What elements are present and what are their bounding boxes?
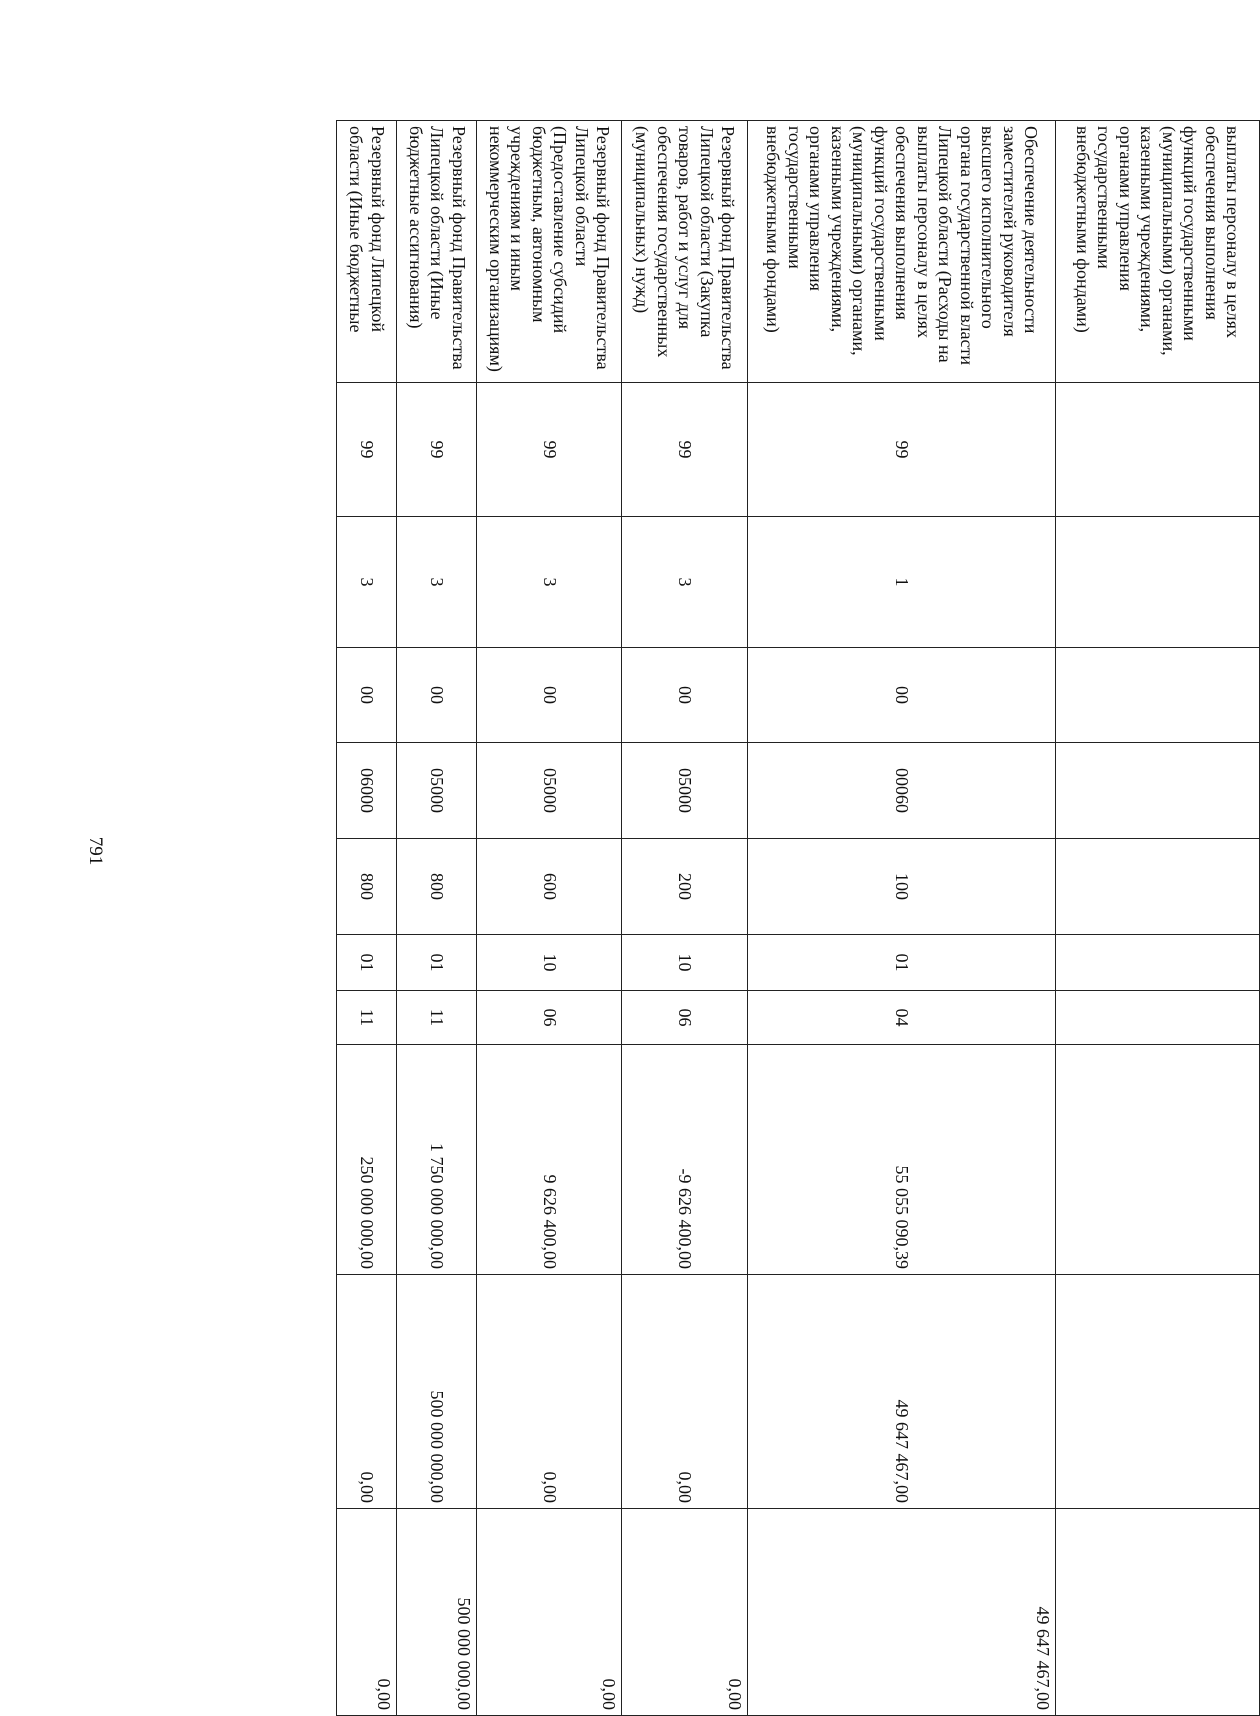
table-row bbox=[337, 121, 397, 1716]
code-cell: 01 bbox=[337, 935, 397, 991]
code-cell bbox=[1056, 648, 1260, 743]
table-row bbox=[397, 121, 477, 1716]
code-cell: 200 bbox=[622, 839, 748, 935]
code-cell: 10 bbox=[477, 935, 622, 991]
code-cell: 06 bbox=[622, 991, 748, 1045]
code-cell: 00060 bbox=[748, 743, 1056, 839]
budget-table bbox=[336, 120, 1260, 1716]
amount-cell: 0,00 bbox=[477, 1509, 622, 1716]
code-cell: 00 bbox=[337, 648, 397, 743]
row-description: Резервный фонд Правительства Липецкой области (Иные бюджетные ассигнования) bbox=[397, 121, 477, 383]
amount-cell: 500 000 000,00 bbox=[397, 1275, 477, 1509]
code-cell: 99 bbox=[337, 383, 397, 517]
code-cell: 05000 bbox=[477, 743, 622, 839]
amount-cell: 0,00 bbox=[622, 1275, 748, 1509]
code-cell: 01 bbox=[397, 935, 477, 991]
amount-cell bbox=[1056, 1045, 1260, 1275]
amount-cell bbox=[1056, 1509, 1260, 1716]
code-cell: 99 bbox=[397, 383, 477, 517]
row-description: Обеспечение деятельности заместителей руководителя высшего исполнительного органа государственной власти Липецкой области (Расходы на выплаты персоналу в целях обеспечения выполнения функций государственными (муниципальными) органами, казенными учреждениями, органами управления государственными внебюджетными фондами) bbox=[748, 121, 1056, 383]
amount-cell: 49 647 467,00 bbox=[748, 1509, 1056, 1716]
code-cell: 05000 bbox=[397, 743, 477, 839]
code-cell: 11 bbox=[337, 991, 397, 1045]
table-row bbox=[748, 121, 1056, 1716]
amount-cell: 0,00 bbox=[622, 1509, 748, 1716]
amount-cell: 9 626 400,00 bbox=[477, 1045, 622, 1275]
row-description: Резервный фонд Правительства Липецкой области (Предоставление субсидий бюджетным, автономным учреждениям и иным некоммерческим организациям) bbox=[477, 121, 622, 383]
table-row bbox=[1056, 121, 1260, 1716]
row-description: Резервный фонд Липецкой области (Иные бюджетные bbox=[337, 121, 397, 383]
code-cell: 600 bbox=[477, 839, 622, 935]
table-row bbox=[622, 121, 748, 1716]
code-cell: 99 bbox=[748, 383, 1056, 517]
code-cell bbox=[1056, 383, 1260, 517]
table-row bbox=[477, 121, 622, 1716]
code-cell: 05000 bbox=[622, 743, 748, 839]
code-cell: 00 bbox=[748, 648, 1056, 743]
amount-cell: 0,00 bbox=[337, 1509, 397, 1716]
amount-cell: 55 055 090,39 bbox=[748, 1045, 1056, 1275]
amount-cell: 49 647 467,00 bbox=[748, 1275, 1056, 1509]
code-cell: 99 bbox=[477, 383, 622, 517]
amount-cell: 0,00 bbox=[477, 1275, 622, 1509]
code-cell: 1 bbox=[748, 517, 1056, 648]
code-cell: 11 bbox=[397, 991, 477, 1045]
amount-cell bbox=[1056, 1275, 1260, 1509]
code-cell bbox=[1056, 991, 1260, 1045]
code-cell: 00 bbox=[397, 648, 477, 743]
code-cell: 01 bbox=[748, 935, 1056, 991]
code-cell: 800 bbox=[397, 839, 477, 935]
code-cell: 100 bbox=[748, 839, 1056, 935]
code-cell bbox=[1056, 935, 1260, 991]
amount-cell: 250 000 000,00 bbox=[337, 1045, 397, 1275]
row-description: выплаты персоналу в целях обеспечения выполнения функций государственными (муниципальными) органами, казенными учреждениями, органами управления государственными внебюджетными фондами) bbox=[1056, 121, 1260, 383]
amount-cell: 0,00 bbox=[337, 1275, 397, 1509]
code-cell: 00 bbox=[622, 648, 748, 743]
code-cell: 99 bbox=[622, 383, 748, 517]
code-cell: 00 bbox=[477, 648, 622, 743]
code-cell: 10 bbox=[622, 935, 748, 991]
amount-cell: -9 626 400,00 bbox=[622, 1045, 748, 1275]
code-cell bbox=[1056, 743, 1260, 839]
code-cell: 06 bbox=[477, 991, 622, 1045]
amount-cell: 500 000 000,00 bbox=[397, 1509, 477, 1716]
amount-cell: 1 750 000 000,00 bbox=[397, 1045, 477, 1275]
code-cell bbox=[1056, 839, 1260, 935]
code-cell: 800 bbox=[337, 839, 397, 935]
row-description: Резервный фонд Правительства Липецкой области (Закупка товаров, работ и услуг для обеспечения государственных (муниципальных) нужд) bbox=[622, 121, 748, 383]
page-number: 791 bbox=[85, 836, 106, 866]
code-cell: 3 bbox=[622, 517, 748, 648]
rotated-table-container bbox=[260, 120, 1260, 1715]
code-cell: 3 bbox=[397, 517, 477, 648]
code-cell: 3 bbox=[337, 517, 397, 648]
code-cell bbox=[1056, 517, 1260, 648]
code-cell: 3 bbox=[477, 517, 622, 648]
code-cell: 04 bbox=[748, 991, 1056, 1045]
code-cell: 06000 bbox=[337, 743, 397, 839]
